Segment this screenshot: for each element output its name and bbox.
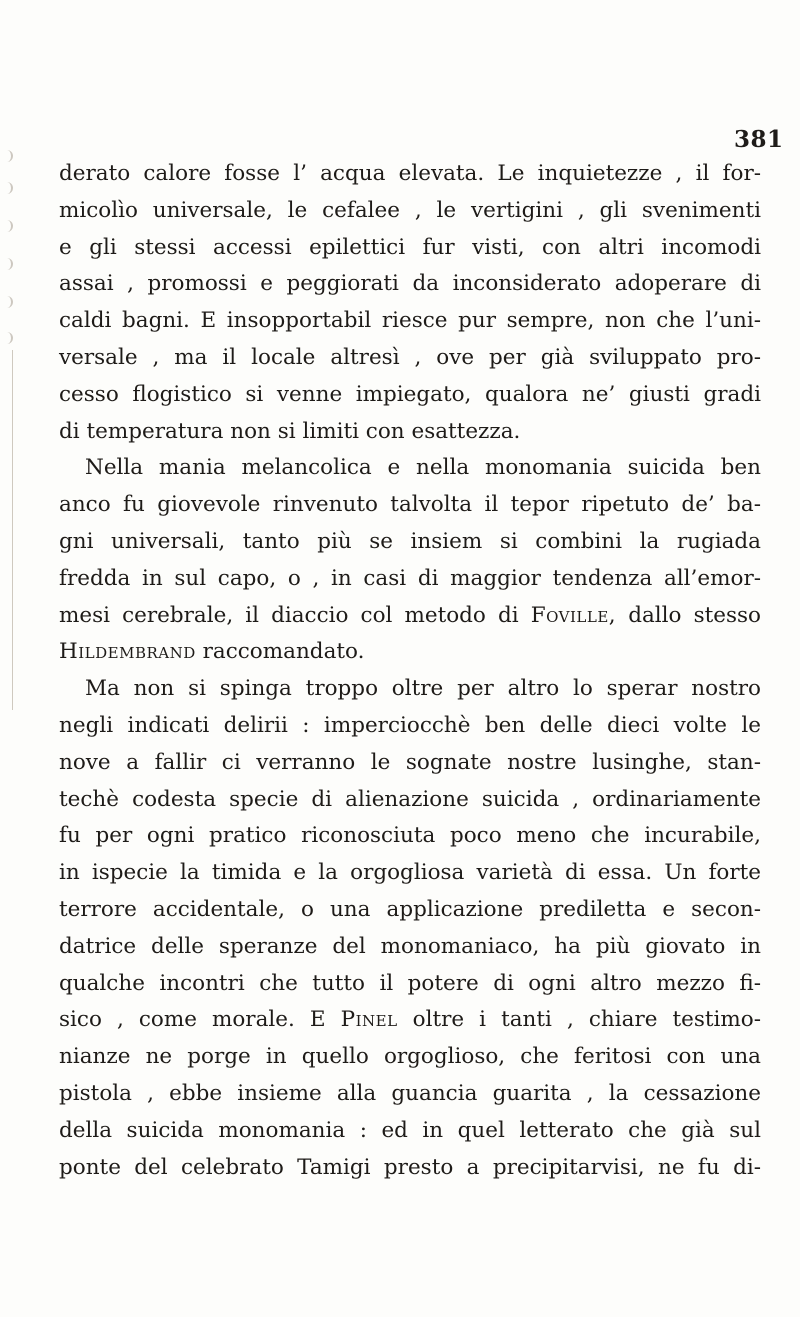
text-line: di temperatura non si limiti con esattezza.: [59, 418, 521, 444]
author-name-pinel: Pinel: [340, 1007, 398, 1033]
margin-bleed-marks: [0, 150, 14, 710]
body-text: [59, 156, 761, 1186]
text-line: [59, 1002, 761, 1039]
text-line: pistola , ebbe insieme alla guancia guarita , la cessazione: [59, 1080, 761, 1106]
page-number: 381: [734, 126, 784, 153]
text-line: [59, 634, 761, 671]
text-line: micolìo universale, le cefalee , le vertigini , gli svenimenti: [59, 197, 761, 223]
text-line: negli indicati delirii : imperciocchè ben delle dieci volte le: [59, 712, 761, 738]
text-line: terrore accidentale, o una applicazione prediletta e secon-: [59, 896, 761, 922]
author-name-foville: Foville,: [530, 602, 617, 628]
author-name-hildembrand: Hildembrand: [59, 639, 196, 665]
text-line: versale , ma il locale altresì , ove per già sviluppato pro-: [59, 344, 761, 370]
text-line: fu per ogni pratico riconosciuta poco meno che incurabile,: [59, 823, 761, 849]
text-line: fredda in sul capo, o , in casi di maggior tendenza all’emor-: [59, 565, 761, 591]
text-line: nianze ne porge in quello orgoglioso, che feritosi con una: [59, 1044, 761, 1070]
text-line: cesso flogistico si venne impiegato, qualora ne’ giusti gradi: [59, 381, 761, 407]
text-line: nove a fallir ci verranno le sognate nostre lusinghe, stan-: [59, 749, 761, 775]
text-line: qualche incontri che tutto il potere di ogni altro mezzo fi-: [59, 970, 761, 996]
text-line: assai , promossi e peggiorati da inconsiderato adoperare di: [59, 271, 761, 297]
text-fragment: mesi cerebrale, il diaccio col metodo di: [59, 602, 519, 628]
text-line: techè codesta specie di alienazione suicida , ordinariamente: [59, 786, 761, 812]
text-line: in ispecie la timida e la orgogliosa varietà di essa. Un forte: [59, 860, 761, 886]
text-fragment: sico , come morale. E: [59, 1007, 326, 1033]
text-line: anco fu giovevole rinvenuto talvolta il tepor ripetuto de’ ba-: [59, 492, 761, 518]
text-line: e gli stessi accessi epilettici fur visti, con altri incomodi: [59, 234, 761, 260]
text-fragment: dallo stesso: [628, 602, 761, 628]
text-line: [59, 598, 761, 635]
text-line: derato calore fosse l’ acqua elevata. Le inquietezze , il for-: [59, 161, 761, 186]
text-line: caldi bagni. E insopportabil riesce pur sempre, non che l’uni-: [59, 308, 761, 334]
text-line: gni universali, tanto più se insiem si combini la rugiada: [59, 528, 761, 554]
text-fragment: oltre i tanti , chiare testimo-: [412, 1007, 761, 1033]
text-line: ponte del celebrato Tamigi presto a precipitarvisi, ne fu di-: [59, 1154, 761, 1180]
text-line: della suicida monomania : ed in quel letterato che già sul: [59, 1117, 761, 1143]
text-fragment: raccomandato.: [202, 639, 365, 665]
text-line: datrice delle speranze del monomaniaco, ha più giovato in: [59, 933, 761, 959]
text-line: Nella mania melancolica e nella monomania suicida ben: [85, 455, 761, 481]
text-line: Ma non si spinga troppo oltre per altro lo sperar nostro: [85, 676, 761, 702]
